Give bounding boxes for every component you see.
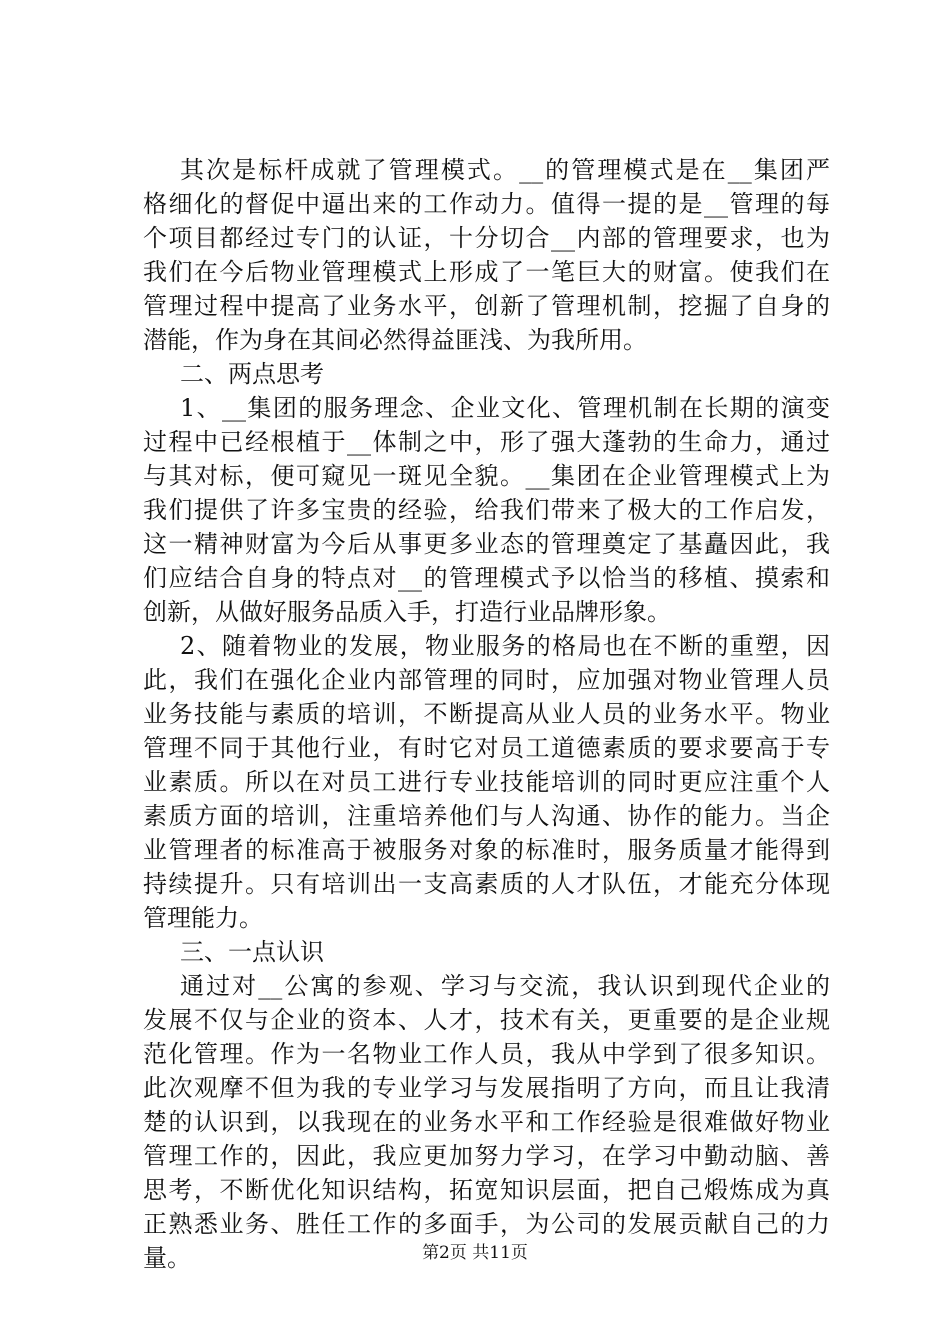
paragraph-line: 业管理者的标准高于被服务对象的标准时，服务质量才能得到 xyxy=(143,836,830,864)
paragraph-line: 管理不同于其他行业，有时它对员工道德素质的要求要高于专 xyxy=(143,734,830,762)
paragraph-line: 1、__集团的服务理念、企业文化、管理机制在长期的演变 xyxy=(180,394,830,422)
paragraph-line: 持续提升。只有培训出一支高素质的人才队伍，才能充分体现 xyxy=(143,870,830,898)
page-number-footer: 第2页 共11页 xyxy=(422,1243,528,1263)
document-body xyxy=(143,153,830,1275)
paragraph-line: 过程中已经根植于__体制之中，形了强大蓬勃的生命力，通过 xyxy=(143,428,830,456)
paragraph-line: 此次观摩不但为我的专业学习与发展指明了方向，而且让我清 xyxy=(143,1074,830,1102)
paragraph-line: 们应结合自身的特点对__的管理模式予以恰当的移植、摸索和 xyxy=(143,564,830,592)
paragraph-line: 管理工作的，因此，我应更加努力学习，在学习中勤动脑、善 xyxy=(143,1142,830,1170)
paragraph-line: 思考，不断优化知识结构，拓宽知识层面，把自己煅炼成为真 xyxy=(143,1176,830,1204)
paragraph-line: 素质方面的培训，注重培养他们与人沟通、协作的能力。当企 xyxy=(143,802,830,830)
paragraph-line: 个项目都经过专门的认证，十分切合__内部的管理要求，也为 xyxy=(143,224,830,252)
paragraph-line: 量。 xyxy=(143,1244,191,1272)
paragraph-line: 通过对__公寓的参观、学习与交流，我认识到现代企业的 xyxy=(180,972,830,1000)
paragraph-line: 我们在今后物业管理模式上形成了一笔巨大的财富。使我们在 xyxy=(143,258,830,286)
paragraph-line: 这一精神财富为今后从事更多业态的管理奠定了基矗因此，我 xyxy=(143,530,830,558)
paragraph-line: 潜能，作为身在其间必然得益匪浅、为我所用。 xyxy=(143,326,647,354)
paragraph-line: 2、随着物业的发展，物业服务的格局也在不断的重塑，因 xyxy=(180,632,830,660)
paragraph-line: 与其对标，便可窥见一斑见全貌。__集团在企业管理模式上为 xyxy=(143,462,830,490)
paragraph-line: 楚的认识到，以我现在的业务水平和工作经验是很难做好物业 xyxy=(143,1108,830,1136)
paragraph-line: 正熟悉业务、胜任工作的多面手，为公司的发展贡献自己的力 xyxy=(143,1210,830,1238)
paragraph-line: 管理过程中提高了业务水平，创新了管理机制，挖掘了自身的 xyxy=(143,292,830,320)
paragraph-line: 范化管理。作为一名物业工作人员，我从中学到了很多知识。 xyxy=(143,1040,830,1068)
paragraph-line: 我们提供了许多宝贵的经验，给我们带来了极大的工作启发， xyxy=(143,496,830,524)
paragraph-line: 业务技能与素质的培训，不断提高从业人员的业务水平。物业 xyxy=(143,700,830,728)
paragraph-line: 创新，从做好服务品质入手，打造行业品牌形象。 xyxy=(143,598,671,626)
paragraph-line: 格细化的督促中逼出来的工作动力。值得一提的是__管理的每 xyxy=(143,190,830,218)
paragraph-line: 此，我们在强化企业内部管理的同时，应加强对物业管理人员 xyxy=(143,666,830,694)
paragraph-line: 其次是标杆成就了管理模式。__的管理模式是在__集团严 xyxy=(180,156,830,184)
section-heading: 三、一点认识 xyxy=(180,938,324,966)
paragraph-line: 发展不仅与企业的资本、人才，技术有关，更重要的是企业规 xyxy=(143,1006,830,1034)
paragraph-line: 管理能力。 xyxy=(143,904,263,932)
paragraph-line: 业素质。所以在对员工进行专业技能培训的同时更应注重个人 xyxy=(143,768,830,796)
section-heading: 二、两点思考 xyxy=(180,360,324,388)
